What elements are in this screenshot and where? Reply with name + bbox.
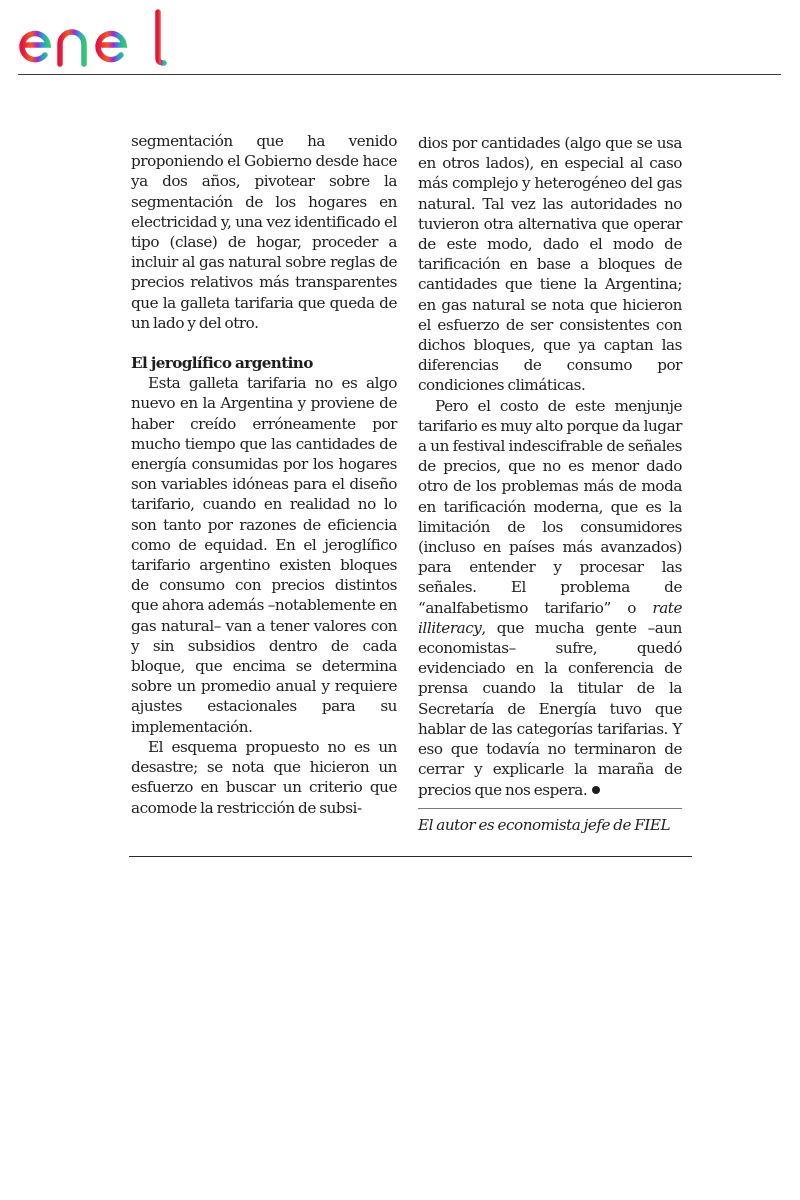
article-column-right — [418, 133, 682, 835]
article-bottom-divider — [129, 856, 692, 857]
paragraph — [418, 396, 682, 800]
author-divider — [418, 808, 682, 809]
header-divider — [18, 74, 781, 75]
section-subheading: El jeroglífico argentino — [131, 354, 313, 373]
enel-logo-icon — [18, 8, 178, 68]
paragraph: Esta galleta tarifaria no es algo nuevo en la Argentina y proviene de haber creído erróneamente por mucho tiempo que las cantidades de energía consumidas por los hogares son variables idóneas para el diseño tarifario, cuando en realidad no lo son tanto por razones de eficiencia como de equidad. En el jeroglífico tarifario argentino existen bloques de consumo con precios distintos que ahora además –notablemente en gas natural– van a tener valores con y sin subsidios dentro de cada bloque, que encima se determina sobre un promedio anual y requiere ajustes estacionales para su implementación. — [131, 374, 397, 736]
paragraph-text: Pero el costo de este menjunje tarifario es muy alto porque da lugar a un festival indescifrable de señales de precios, que no es menor dado otro de los problemas más de moda en tarificación moderna, que es la limitación de los consumidores (incluso en países más avanzados) para entender y procesar las señales. El problema de “analfabetismo tarifario” o — [418, 396, 682, 617]
enel-logo — [18, 8, 178, 68]
paragraph: El esquema propuesto no es un desastre; se nota que hicieron un esfuerzo en buscar un criterio que acomode la restricción de subsi- — [131, 737, 397, 817]
italic-term: rate illiteracy — [418, 598, 682, 637]
author-note: El autor es economista jefe de FIEL — [418, 815, 671, 834]
paragraph: dios por cantidades (algo que se usa en otros lados), en especial al caso más complejo y heterogéneo del gas natural. Tal vez las autoridades no tuvieron otra alternativa que operar de este modo, dado el modo de tarificación en base a bloques de cantidades que tiene la Argentina; en gas natural se nota que hicieron el esfuerzo de ser consistentes con dichos bloques, que ya captan las diferencias de consumo por condiciones climáticas. — [418, 134, 682, 395]
page-header — [0, 0, 800, 80]
paragraph: segmentación que ha venido proponiendo el Gobierno desde hace ya dos años, pivotear sobre la segmentación de los hogares en electricidad y, una vez identificado el tipo (clase) de hogar, proceder a incluir al gas natural sobre reglas de precios relativos más transparentes que la galleta tarifaria que queda de un lado y del otro. — [131, 132, 397, 332]
article-column-left — [131, 131, 397, 818]
paragraph-text: , que mucha gente –aun economistas– sufre, quedó evidenciado en la conferencia de prensa cuando la titular de la Secretaría de Energía tuvo que hablar de las categorías tarifarias. Y eso que todavía no terminaron de cerrar y explicarle la maraña de precios que nos espera. — [418, 618, 682, 799]
end-mark-icon — [592, 786, 600, 794]
